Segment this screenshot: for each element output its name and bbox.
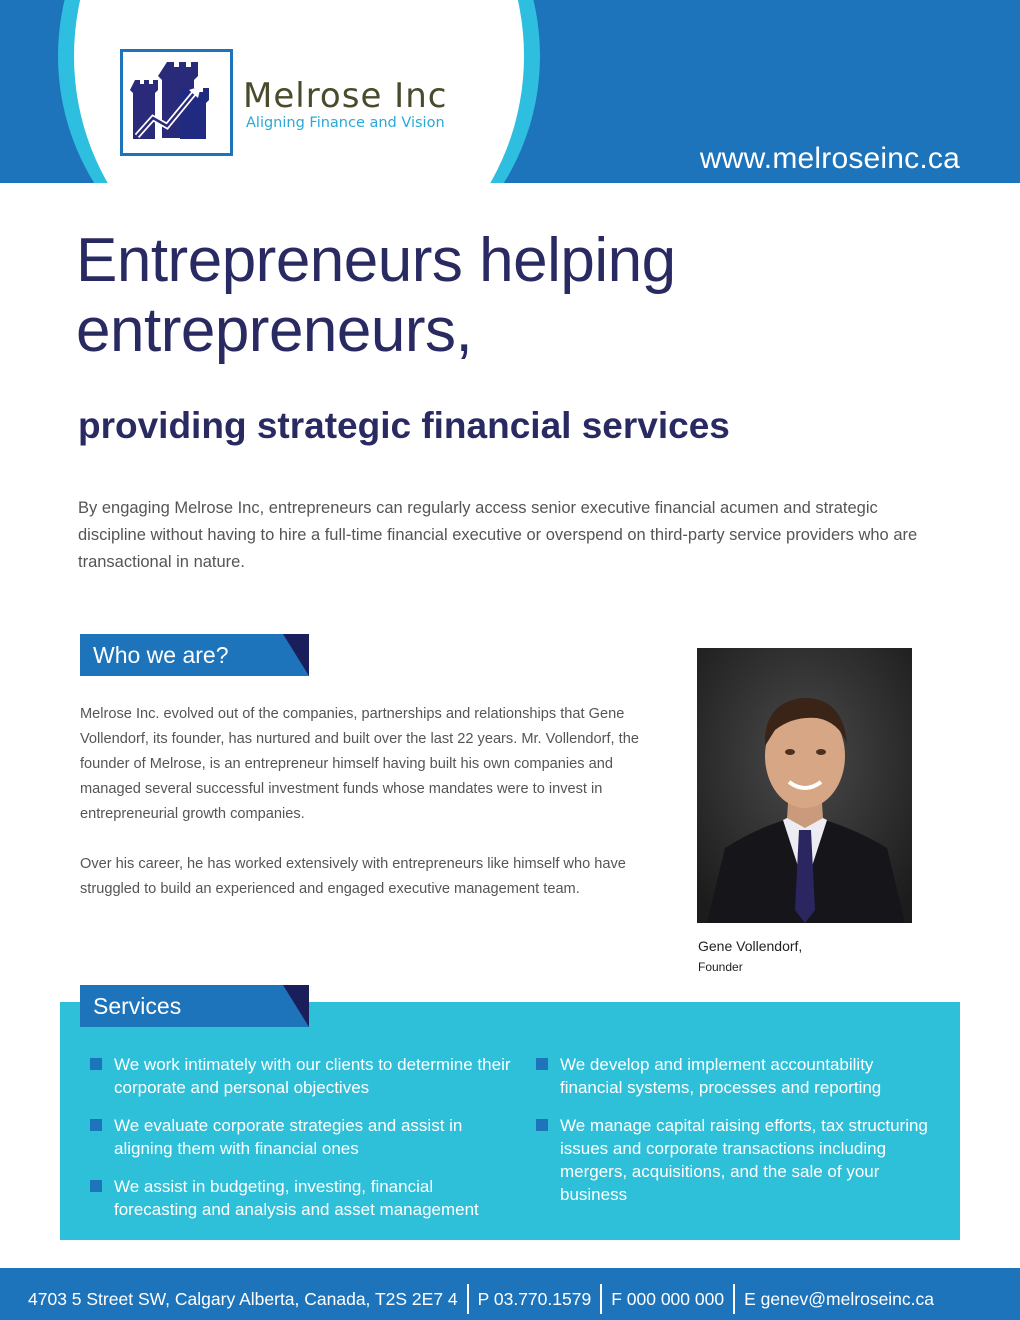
service-text: We develop and implement accountability financial systems, processes and reporting (560, 1055, 882, 1097)
footer-divider (467, 1284, 469, 1314)
footer-phone[interactable]: P 03.770.1579 (477, 1288, 592, 1309)
footer-contact-line (28, 1284, 934, 1314)
who-we-are-label: Who we are? (93, 642, 229, 668)
footer-divider (600, 1284, 602, 1314)
service-item (536, 1114, 936, 1206)
tab-corner-decoration (283, 634, 309, 676)
tab-corner-decoration (283, 985, 309, 1027)
founder-title: Founder (698, 960, 743, 974)
square-bullet-icon (536, 1058, 548, 1070)
square-bullet-icon (90, 1119, 102, 1131)
service-item (90, 1114, 520, 1160)
services-label: Services (93, 993, 182, 1019)
brand-tagline: Aligning Finance and Vision (246, 115, 445, 131)
who-paragraph-2: Over his career, he has worked extensively with entrepreneurs like himself who have struggled to build an experienced and engaged executive management team. (80, 856, 626, 897)
service-text: We manage capital raising efforts, tax structuring issues and corporate transactions including mergers, acquisitions, and the sale of your business (560, 1116, 928, 1204)
services-list-right (536, 1053, 936, 1221)
website-link[interactable]: www.melroseinc.ca (699, 142, 960, 175)
who-we-are-heading (80, 634, 309, 676)
intro-paragraph: By engaging Melrose Inc, entrepreneurs can regularly access senior executive financial acumen and strategic discipline without having to hire a full-time financial executive or overspend on third-party service providers who are transactional in nature. (78, 499, 918, 571)
footer-divider (733, 1284, 735, 1314)
who-we-are-text (80, 702, 670, 902)
footer-fax: F 000 000 000 (611, 1288, 725, 1309)
logo-icon (120, 49, 233, 156)
page-headline (76, 226, 676, 366)
square-bullet-icon (536, 1119, 548, 1131)
footer (0, 1268, 1020, 1320)
headline-line-1: Entrepreneurs helping (76, 226, 676, 295)
service-text: We work intimately with our clients to determine their corporate and personal objectives (114, 1055, 511, 1097)
square-bullet-icon (90, 1180, 102, 1192)
brand-name: Melrose Inc (243, 76, 448, 116)
service-text: We assist in budgeting, investing, financial forecasting and analysis and asset management (114, 1177, 479, 1219)
who-paragraph-1: Melrose Inc. evolved out of the companies, partnerships and relationships that Gene Vollendorf, its founder, has nurtured and built over the last 22 years. Mr. Vollendorf, the founder of Melrose, is an entrepreneur himself having built his own companies and managed several successful investment funds whose mandates were to invest in entrepreneurial growth companies. (80, 706, 639, 822)
square-bullet-icon (90, 1058, 102, 1070)
services-heading (80, 985, 309, 1027)
service-text: We evaluate corporate strategies and assist in aligning them with financial ones (114, 1116, 463, 1158)
service-item (90, 1175, 520, 1221)
founder-photo (697, 648, 912, 923)
page-subheadline: providing strategic financial services (78, 405, 730, 446)
headline-line-2: entrepreneurs, (76, 296, 473, 365)
services-list-left (90, 1053, 520, 1236)
footer-address: 4703 5 Street SW, Calgary Alberta, Canada, T2S 2E7 4 (28, 1288, 458, 1309)
service-item (536, 1053, 936, 1099)
service-item (90, 1053, 520, 1099)
founder-name: Gene Vollendorf, (698, 938, 803, 954)
footer-email[interactable]: E genev@melroseinc.ca (744, 1288, 935, 1309)
